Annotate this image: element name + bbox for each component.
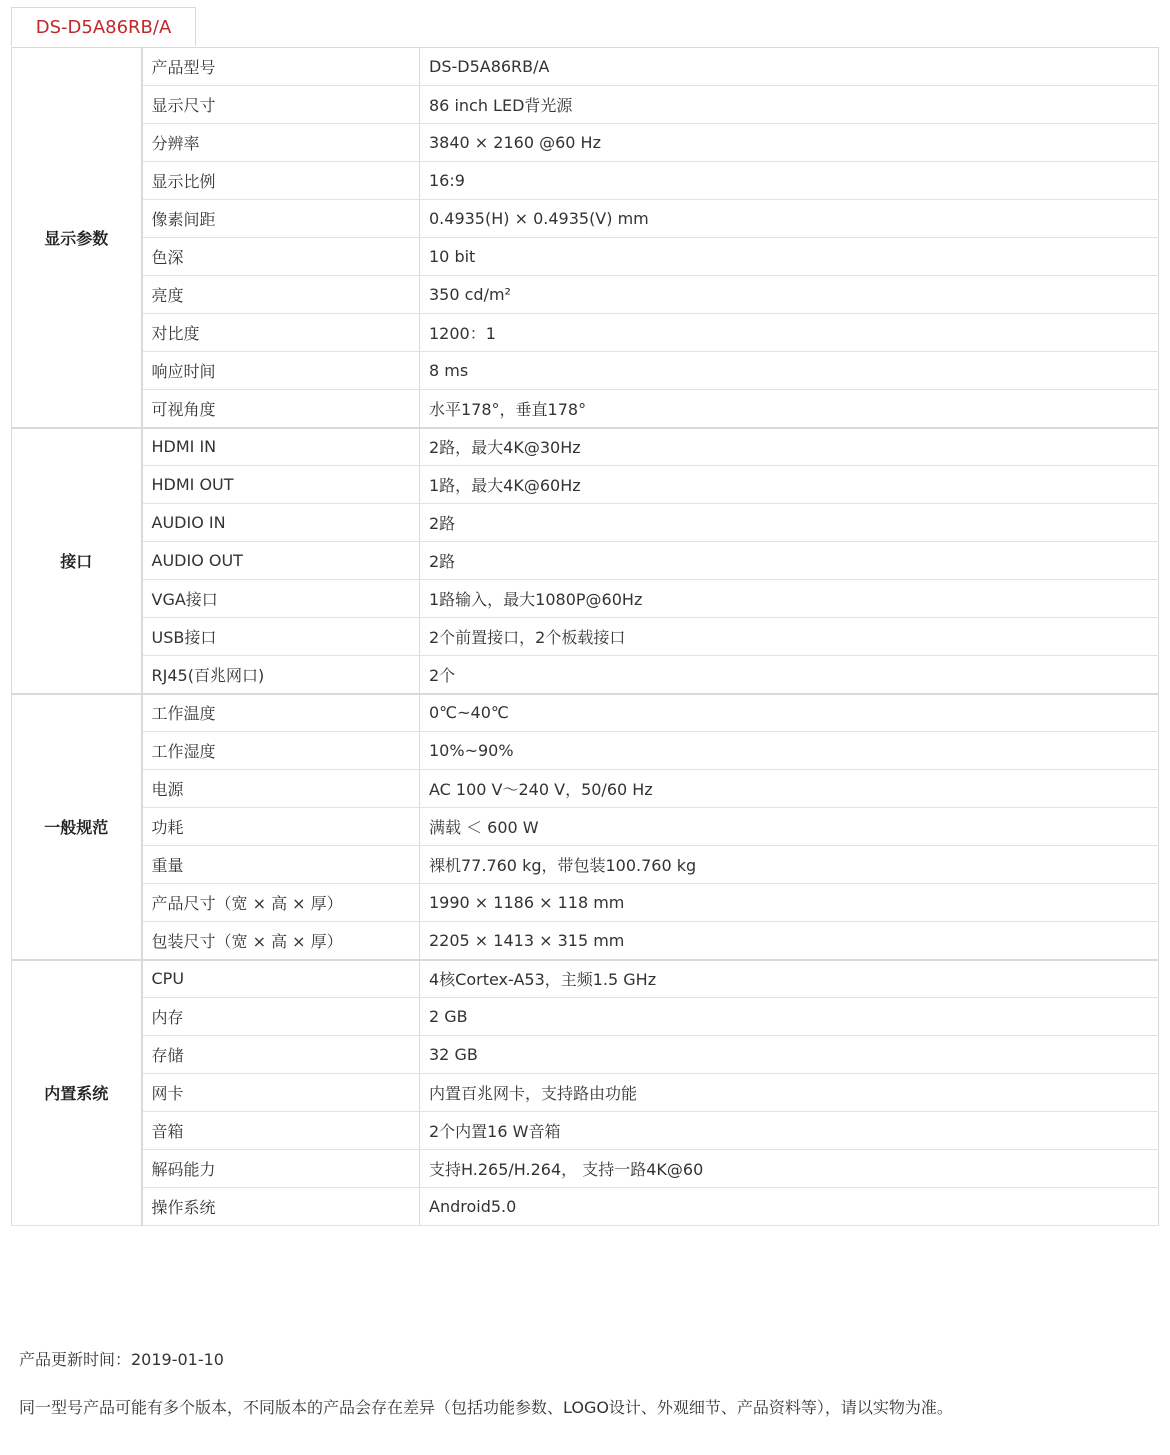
table-row — [12, 1150, 1159, 1188]
spec-label: CPU — [142, 960, 420, 998]
table-row — [12, 238, 1159, 276]
spec-value: 0.4935(H) × 0.4935(V) mm — [420, 200, 1159, 238]
table-row — [12, 998, 1159, 1036]
category-cell: 内置系统 — [12, 960, 142, 1226]
spec-value: 2个 — [420, 656, 1159, 694]
table-row — [12, 960, 1159, 998]
spec-label: 内存 — [142, 998, 420, 1036]
spec-value: 10 bit — [420, 238, 1159, 276]
spec-label: AUDIO OUT — [142, 542, 420, 580]
table-row — [12, 428, 1159, 466]
spec-label: 功耗 — [142, 808, 420, 846]
spec-value: 2路 — [420, 542, 1159, 580]
spec-label: 显示尺寸 — [142, 86, 420, 124]
spec-value: 2路 — [420, 504, 1159, 542]
spec-value: 满载 ＜ 600 W — [420, 808, 1159, 846]
table-row — [12, 770, 1159, 808]
table-row — [12, 124, 1159, 162]
spec-value: 支持H.265/H.264， 支持一路4K@60 — [420, 1150, 1159, 1188]
spec-value: 8 ms — [420, 352, 1159, 390]
spec-value: 1路输入，最大1080P@60Hz — [420, 580, 1159, 618]
spec-label: 网卡 — [142, 1074, 420, 1112]
spec-label: 工作湿度 — [142, 732, 420, 770]
spec-label: 色深 — [142, 238, 420, 276]
table-row — [12, 352, 1159, 390]
spec-label: 像素间距 — [142, 200, 420, 238]
table-row — [12, 1112, 1159, 1150]
spec-label: 重量 — [142, 846, 420, 884]
spec-label: 解码能力 — [142, 1150, 420, 1188]
spec-value: 32 GB — [420, 1036, 1159, 1074]
spec-value: 4核Cortex-A53，主频1.5 GHz — [420, 960, 1159, 998]
table-row — [12, 618, 1159, 656]
disclaimer: 同一型号产品可能有多个版本，不同版本的产品会存在差异（包括功能参数、LOGO设计、外观细节、产品资料等），请以实物为准。 — [19, 1398, 953, 1417]
spec-label: 响应时间 — [142, 352, 420, 390]
spec-value: AC 100 V～240 V，50/60 Hz — [420, 770, 1159, 808]
table-row — [12, 1074, 1159, 1112]
tab-model[interactable]: DS-D5A86RB/A — [11, 7, 196, 46]
table-row — [12, 808, 1159, 846]
spec-value: 内置百兆网卡，支持路由功能 — [420, 1074, 1159, 1112]
table-row — [12, 1036, 1159, 1074]
table-row — [12, 694, 1159, 732]
category-cell: 一般规范 — [12, 694, 142, 960]
spec-value: 16:9 — [420, 162, 1159, 200]
update-time: 产品更新时间：2019-01-10 — [19, 1350, 224, 1369]
table-row — [12, 542, 1159, 580]
spec-label: USB接口 — [142, 618, 420, 656]
spec-value: 1990 × 1186 × 118 mm — [420, 884, 1159, 922]
spec-label: 产品型号 — [142, 48, 420, 86]
table-row — [12, 314, 1159, 352]
tab-bar — [11, 7, 1158, 48]
spec-label: 亮度 — [142, 276, 420, 314]
category-cell: 接口 — [12, 428, 142, 694]
table-row — [12, 884, 1159, 922]
spec-label: 工作温度 — [142, 694, 420, 732]
spec-value: 1200：1 — [420, 314, 1159, 352]
spec-value: 86 inch LED背光源 — [420, 86, 1159, 124]
spec-value: 2个前置接口，2个板载接口 — [420, 618, 1159, 656]
spec-label: 包装尺寸（宽 × 高 × 厚） — [142, 922, 420, 960]
spec-label: 电源 — [142, 770, 420, 808]
spec-label: 存储 — [142, 1036, 420, 1074]
table-row — [12, 580, 1159, 618]
table-row — [12, 466, 1159, 504]
spec-value: Android5.0 — [420, 1188, 1159, 1226]
spec-label: RJ45(百兆网口) — [142, 656, 420, 694]
spec-label: 操作系统 — [142, 1188, 420, 1226]
spec-label: 对比度 — [142, 314, 420, 352]
spec-value: 0℃~40℃ — [420, 694, 1159, 732]
table-row — [12, 48, 1159, 86]
spec-label: AUDIO IN — [142, 504, 420, 542]
table-row — [12, 846, 1159, 884]
spec-label: HDMI IN — [142, 428, 420, 466]
table-row — [12, 1188, 1159, 1226]
spec-value: 3840 × 2160 @60 Hz — [420, 124, 1159, 162]
spec-label: VGA接口 — [142, 580, 420, 618]
table-row — [12, 504, 1159, 542]
table-row — [12, 922, 1159, 960]
spec-label: 产品尺寸（宽 × 高 × 厚） — [142, 884, 420, 922]
spec-value: 10%~90% — [420, 732, 1159, 770]
spec-label: 可视角度 — [142, 390, 420, 428]
spec-value: 水平178°，垂直178° — [420, 390, 1159, 428]
spec-label: 分辨率 — [142, 124, 420, 162]
table-row — [12, 162, 1159, 200]
category-cell: 显示参数 — [12, 48, 142, 428]
spec-value: 2路，最大4K@30Hz — [420, 428, 1159, 466]
spec-value: 2205 × 1413 × 315 mm — [420, 922, 1159, 960]
table-row — [12, 86, 1159, 124]
table-row — [12, 732, 1159, 770]
table-row — [12, 656, 1159, 694]
spec-value: 1路，最大4K@60Hz — [420, 466, 1159, 504]
spec-label: 显示比例 — [142, 162, 420, 200]
spec-value: 裸机77.760 kg，带包装100.760 kg — [420, 846, 1159, 884]
spec-value: 350 cd/m² — [420, 276, 1159, 314]
table-row — [12, 276, 1159, 314]
spec-label: HDMI OUT — [142, 466, 420, 504]
spec-value: 2个内置16 W音箱 — [420, 1112, 1159, 1150]
spec-value: DS-D5A86RB/A — [420, 48, 1159, 86]
table-row — [12, 390, 1159, 428]
spec-label: 音箱 — [142, 1112, 420, 1150]
table-row — [12, 200, 1159, 238]
spec-value: 2 GB — [420, 998, 1159, 1036]
spec-table — [11, 47, 1159, 1226]
